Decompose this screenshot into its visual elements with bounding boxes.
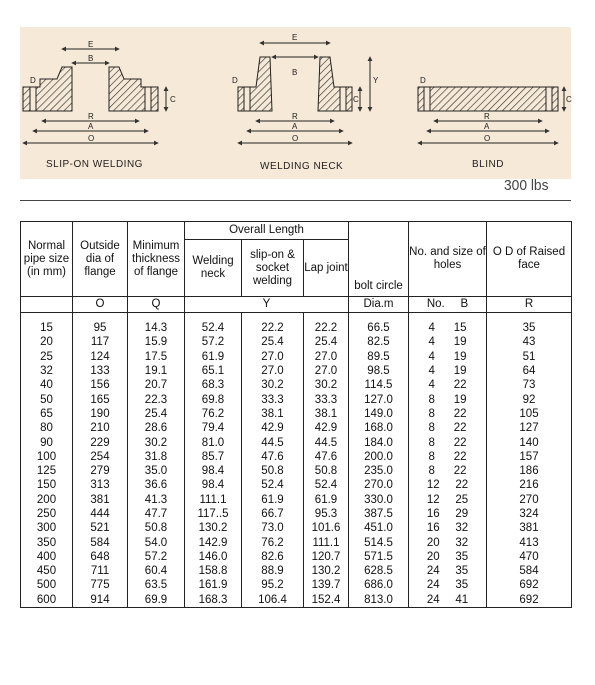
cell-welding-neck: 68.3 bbox=[185, 378, 242, 392]
cell-lap-joint: 95.3 bbox=[304, 507, 349, 521]
cell-thickness: 63.5 bbox=[128, 578, 185, 592]
cell-raised-face: 127 bbox=[487, 421, 572, 435]
cell-slip-on: 73.0 bbox=[242, 521, 304, 535]
cell-size: 200 bbox=[21, 493, 73, 507]
cell-outside-dia: 444 bbox=[73, 507, 128, 521]
symbol-q: Q bbox=[128, 297, 185, 313]
cell-hole-size: 22 bbox=[453, 407, 467, 420]
cell-welding-neck: 85.7 bbox=[185, 450, 242, 464]
cell-holes bbox=[409, 493, 487, 507]
cell-thickness: 30.2 bbox=[128, 435, 185, 449]
cell-hole-count: 24 bbox=[426, 565, 440, 578]
cell-holes bbox=[409, 350, 487, 364]
cell-hole-size: 22 bbox=[453, 436, 467, 449]
welding-neck-flange-drawing bbox=[238, 43, 370, 143]
cell-hole-count: 4 bbox=[428, 336, 435, 349]
cell-outside-dia: 279 bbox=[73, 464, 128, 478]
svg-text:R: R bbox=[484, 112, 490, 121]
cell-holes bbox=[409, 407, 487, 421]
cell-raised-face: 140 bbox=[487, 435, 572, 449]
cell-size: 400 bbox=[21, 550, 73, 564]
cell-bolt-circle: 184.0 bbox=[349, 435, 409, 449]
cell-welding-neck: 158.8 bbox=[185, 564, 242, 578]
cell-raised-face: 64 bbox=[487, 364, 572, 378]
svg-text:A: A bbox=[292, 122, 298, 131]
cell-welding-neck: 65.1 bbox=[185, 364, 242, 378]
table-row bbox=[21, 364, 572, 378]
cell-hole-count: 20 bbox=[426, 550, 440, 563]
table-row bbox=[21, 493, 572, 507]
cell-holes bbox=[409, 521, 487, 535]
cell-slip-on: 95.2 bbox=[242, 578, 304, 592]
cell-size: 90 bbox=[21, 435, 73, 449]
cell-lap-joint: 52.4 bbox=[304, 478, 349, 492]
cell-raised-face: 584 bbox=[487, 564, 572, 578]
cell-hole-size: 22 bbox=[453, 450, 467, 463]
cell-hole-size: 19 bbox=[453, 365, 467, 378]
table-row bbox=[21, 478, 572, 492]
cell-size: 300 bbox=[21, 521, 73, 535]
cell-raised-face: 73 bbox=[487, 378, 572, 392]
svg-text:C: C bbox=[566, 95, 572, 104]
cell-raised-face: 381 bbox=[487, 521, 572, 535]
cell-welding-neck: 161.9 bbox=[185, 578, 242, 592]
cell-thickness: 50.8 bbox=[128, 521, 185, 535]
cell-holes bbox=[409, 535, 487, 549]
svg-text:B: B bbox=[88, 54, 94, 63]
cell-hole-count: 4 bbox=[428, 365, 435, 378]
cell-lap-joint: 152.4 bbox=[304, 593, 349, 608]
cell-slip-on: 42.9 bbox=[242, 421, 304, 435]
cell-outside-dia: 521 bbox=[73, 521, 128, 535]
cell-outside-dia: 313 bbox=[73, 478, 128, 492]
cell-raised-face: 35 bbox=[487, 313, 572, 336]
svg-text:D: D bbox=[30, 76, 36, 85]
cell-outside-dia: 711 bbox=[73, 564, 128, 578]
cell-raised-face: 413 bbox=[487, 535, 572, 549]
welding-neck-caption: WELDING NECK bbox=[260, 161, 344, 172]
cell-slip-on: 44.5 bbox=[242, 435, 304, 449]
cell-slip-on: 106.4 bbox=[242, 593, 304, 608]
cell-outside-dia: 210 bbox=[73, 421, 128, 435]
cell-bolt-circle: 200.0 bbox=[349, 450, 409, 464]
cell-lap-joint: 44.5 bbox=[304, 435, 349, 449]
cell-hole-count: 24 bbox=[426, 579, 440, 592]
cell-thickness: 60.4 bbox=[128, 564, 185, 578]
svg-text:A: A bbox=[484, 122, 490, 131]
cell-size: 20 bbox=[21, 335, 73, 349]
cell-hole-size: 19 bbox=[453, 336, 467, 349]
cell-hole-count: 8 bbox=[428, 450, 435, 463]
cell-thickness: 25.4 bbox=[128, 407, 185, 421]
cell-slip-on: 61.9 bbox=[242, 493, 304, 507]
cell-welding-neck: 52.4 bbox=[185, 313, 242, 336]
cell-hole-count: 16 bbox=[426, 508, 440, 520]
table-row bbox=[21, 378, 572, 392]
header-bolt-circle: bolt circle bbox=[349, 222, 409, 297]
cell-thickness: 17.5 bbox=[128, 350, 185, 364]
header-raised-face: O D of Raised face bbox=[487, 222, 572, 297]
svg-text:C: C bbox=[353, 95, 359, 104]
cell-lap-joint: 33.3 bbox=[304, 392, 349, 406]
table-row bbox=[21, 313, 572, 336]
cell-size: 32 bbox=[21, 364, 73, 378]
cell-hole-count: 8 bbox=[428, 465, 435, 478]
cell-thickness: 20.7 bbox=[128, 378, 185, 392]
header-outside-dia: Outside dia of flange bbox=[73, 222, 128, 297]
slip-on-flange-drawing bbox=[23, 49, 166, 143]
cell-bolt-circle: 114.5 bbox=[349, 378, 409, 392]
flange-dimension-table bbox=[20, 221, 572, 608]
cell-bolt-circle: 127.0 bbox=[349, 392, 409, 406]
cell-raised-face: 43 bbox=[487, 335, 572, 349]
cell-outside-dia: 156 bbox=[73, 378, 128, 392]
cell-hole-size: 35 bbox=[455, 550, 469, 563]
cell-lap-joint: 130.2 bbox=[304, 564, 349, 578]
cell-lap-joint: 22.2 bbox=[304, 313, 349, 336]
cell-welding-neck: 81.0 bbox=[185, 435, 242, 449]
cell-lap-joint: 101.6 bbox=[304, 521, 349, 535]
cell-lap-joint: 61.9 bbox=[304, 493, 349, 507]
cell-slip-on: 38.1 bbox=[242, 407, 304, 421]
svg-text:D: D bbox=[420, 76, 426, 85]
cell-outside-dia: 133 bbox=[73, 364, 128, 378]
cell-hole-count: 24 bbox=[426, 593, 440, 606]
cell-hole-size: 15 bbox=[453, 322, 467, 335]
cell-slip-on: 22.2 bbox=[242, 313, 304, 336]
svg-text:Y: Y bbox=[373, 76, 379, 85]
table-row bbox=[21, 392, 572, 406]
cell-holes bbox=[409, 507, 487, 521]
cell-outside-dia: 381 bbox=[73, 493, 128, 507]
cell-size: 15 bbox=[21, 313, 73, 336]
cell-hole-size: 32 bbox=[455, 536, 469, 549]
cell-size: 25 bbox=[21, 350, 73, 364]
slip-on-caption: SLIP-ON WELDING bbox=[46, 159, 143, 170]
cell-thickness: 22.3 bbox=[128, 392, 185, 406]
cell-outside-dia: 648 bbox=[73, 550, 128, 564]
cell-thickness: 69.9 bbox=[128, 593, 185, 608]
cell-welding-neck: 69.8 bbox=[185, 392, 242, 406]
cell-size: 65 bbox=[21, 407, 73, 421]
cell-bolt-circle: 514.5 bbox=[349, 535, 409, 549]
cell-welding-neck: 98.4 bbox=[185, 478, 242, 492]
svg-text:D: D bbox=[232, 76, 238, 85]
cell-bolt-circle: 89.5 bbox=[349, 350, 409, 364]
table-row bbox=[21, 535, 572, 549]
cell-outside-dia: 775 bbox=[73, 578, 128, 592]
cell-holes bbox=[409, 435, 487, 449]
table-row bbox=[21, 435, 572, 449]
cell-raised-face: 692 bbox=[487, 578, 572, 592]
header-holes: No. and size of holes bbox=[409, 222, 487, 297]
table-row bbox=[21, 421, 572, 435]
cell-lap-joint: 25.4 bbox=[304, 335, 349, 349]
symbol-dia: Dia.m bbox=[349, 297, 409, 313]
cell-slip-on: 88.9 bbox=[242, 564, 304, 578]
table-body bbox=[21, 313, 572, 608]
header-min-thickness: Minimum thickness of flange bbox=[128, 222, 185, 297]
cell-outside-dia: 95 bbox=[73, 313, 128, 336]
cell-thickness: 14.3 bbox=[128, 313, 185, 336]
cell-bolt-circle: 330.0 bbox=[349, 493, 409, 507]
cell-thickness: 41.3 bbox=[128, 493, 185, 507]
svg-text:C: C bbox=[170, 95, 176, 104]
cell-holes bbox=[409, 550, 487, 564]
cell-raised-face: 692 bbox=[487, 593, 572, 608]
svg-text:E: E bbox=[88, 40, 94, 49]
header-overall-length: Overall Length bbox=[185, 222, 349, 240]
cell-welding-neck: 76.2 bbox=[185, 407, 242, 421]
cell-thickness: 36.6 bbox=[128, 478, 185, 492]
table-row bbox=[21, 335, 572, 349]
cell-slip-on: 27.0 bbox=[242, 350, 304, 364]
cell-hole-count: 4 bbox=[428, 322, 435, 335]
cell-lap-joint: 42.9 bbox=[304, 421, 349, 435]
cell-size: 125 bbox=[21, 464, 73, 478]
cell-slip-on: 27.0 bbox=[242, 364, 304, 378]
cell-lap-joint: 120.7 bbox=[304, 550, 349, 564]
header-welding-neck: Welding neck bbox=[185, 240, 242, 297]
cell-welding-neck: 168.3 bbox=[185, 593, 242, 608]
cell-slip-on: 47.6 bbox=[242, 450, 304, 464]
table-row bbox=[21, 521, 572, 535]
cell-holes bbox=[409, 464, 487, 478]
cell-bolt-circle: 270.0 bbox=[349, 478, 409, 492]
cell-size: 350 bbox=[21, 535, 73, 549]
cell-hole-size: 25 bbox=[455, 493, 469, 506]
cell-size: 40 bbox=[21, 378, 73, 392]
cell-bolt-circle: 628.5 bbox=[349, 564, 409, 578]
cell-size: 450 bbox=[21, 564, 73, 578]
svg-text:B: B bbox=[292, 68, 298, 77]
symbol-no-b bbox=[409, 297, 487, 313]
cell-slip-on: 52.4 bbox=[242, 478, 304, 492]
symbol-b: B bbox=[460, 298, 469, 310]
svg-text:R: R bbox=[292, 112, 298, 121]
cell-bolt-circle: 387.5 bbox=[349, 507, 409, 521]
cell-holes bbox=[409, 378, 487, 392]
cell-bolt-circle: 66.5 bbox=[349, 313, 409, 336]
cell-lap-joint: 50.8 bbox=[304, 464, 349, 478]
cell-hole-count: 20 bbox=[426, 536, 440, 549]
cell-holes bbox=[409, 313, 487, 336]
cell-hole-count: 12 bbox=[426, 493, 440, 506]
symbol-y: Y bbox=[185, 297, 349, 313]
cell-size: 50 bbox=[21, 392, 73, 406]
section-divider bbox=[20, 200, 571, 201]
cell-outside-dia: 117 bbox=[73, 335, 128, 349]
cell-slip-on: 50.8 bbox=[242, 464, 304, 478]
symbol-blank bbox=[21, 297, 73, 313]
cell-hole-size: 22 bbox=[455, 479, 469, 492]
table-row bbox=[21, 407, 572, 421]
cell-slip-on: 33.3 bbox=[242, 392, 304, 406]
cell-slip-on: 66.7 bbox=[242, 507, 304, 521]
cell-thickness: 47.7 bbox=[128, 507, 185, 521]
cell-thickness: 54.0 bbox=[128, 535, 185, 549]
cell-outside-dia: 914 bbox=[73, 593, 128, 608]
cell-holes bbox=[409, 335, 487, 349]
cell-size: 80 bbox=[21, 421, 73, 435]
cell-welding-neck: 117..5 bbox=[185, 507, 242, 521]
table-row bbox=[21, 593, 572, 608]
cell-holes bbox=[409, 478, 487, 492]
cell-holes bbox=[409, 450, 487, 464]
cell-bolt-circle: 98.5 bbox=[349, 364, 409, 378]
cell-hole-count: 8 bbox=[428, 393, 435, 406]
cell-raised-face: 216 bbox=[487, 478, 572, 492]
cell-size: 150 bbox=[21, 478, 73, 492]
header-slip-on: slip-on & socket welding bbox=[242, 240, 304, 297]
cell-thickness: 57.2 bbox=[128, 550, 185, 564]
cell-thickness: 28.6 bbox=[128, 421, 185, 435]
cell-size: 600 bbox=[21, 593, 73, 608]
cell-raised-face: 470 bbox=[487, 550, 572, 564]
table-row bbox=[21, 550, 572, 564]
cell-hole-count: 12 bbox=[426, 479, 440, 492]
cell-raised-face: 92 bbox=[487, 392, 572, 406]
cell-holes bbox=[409, 421, 487, 435]
svg-text:R: R bbox=[88, 112, 94, 121]
cell-outside-dia: 254 bbox=[73, 450, 128, 464]
table-row bbox=[21, 450, 572, 464]
symbol-o: O bbox=[73, 297, 128, 313]
cell-slip-on: 25.4 bbox=[242, 335, 304, 349]
svg-text:O: O bbox=[484, 134, 491, 143]
cell-thickness: 19.1 bbox=[128, 364, 185, 378]
svg-text:E: E bbox=[292, 33, 298, 42]
cell-bolt-circle: 149.0 bbox=[349, 407, 409, 421]
cell-size: 100 bbox=[21, 450, 73, 464]
cell-hole-size: 22 bbox=[453, 379, 467, 392]
cell-holes bbox=[409, 564, 487, 578]
cell-lap-joint: 27.0 bbox=[304, 350, 349, 364]
cell-thickness: 15.9 bbox=[128, 335, 185, 349]
cell-hole-count: 4 bbox=[428, 379, 435, 392]
cell-lap-joint: 27.0 bbox=[304, 364, 349, 378]
cell-raised-face: 186 bbox=[487, 464, 572, 478]
cell-thickness: 31.8 bbox=[128, 450, 185, 464]
pressure-class-label: 300 lbs bbox=[504, 177, 549, 194]
cell-hole-size: 35 bbox=[455, 579, 469, 592]
table-row bbox=[21, 464, 572, 478]
table-row bbox=[21, 350, 572, 364]
cell-hole-size: 29 bbox=[455, 508, 469, 520]
cell-hole-size: 32 bbox=[455, 522, 469, 535]
cell-outside-dia: 165 bbox=[73, 392, 128, 406]
cell-welding-neck: 61.9 bbox=[185, 350, 242, 364]
cell-hole-size: 19 bbox=[453, 393, 467, 406]
cell-outside-dia: 229 bbox=[73, 435, 128, 449]
cell-lap-joint: 30.2 bbox=[304, 378, 349, 392]
cell-size: 250 bbox=[21, 507, 73, 521]
blind-caption: BLIND bbox=[472, 159, 504, 170]
cell-holes bbox=[409, 364, 487, 378]
table-row bbox=[21, 578, 572, 592]
svg-text:O: O bbox=[292, 134, 299, 143]
flange-diagrams bbox=[20, 27, 571, 179]
cell-welding-neck: 111.1 bbox=[185, 493, 242, 507]
cell-outside-dia: 584 bbox=[73, 535, 128, 549]
cell-hole-count: 16 bbox=[426, 522, 440, 535]
cell-size: 500 bbox=[21, 578, 73, 592]
cell-raised-face: 324 bbox=[487, 507, 572, 521]
cell-slip-on: 82.6 bbox=[242, 550, 304, 564]
cell-holes bbox=[409, 578, 487, 592]
cell-holes bbox=[409, 392, 487, 406]
cell-lap-joint: 38.1 bbox=[304, 407, 349, 421]
cell-welding-neck: 142.9 bbox=[185, 535, 242, 549]
cell-bolt-circle: 451.0 bbox=[349, 521, 409, 535]
cell-welding-neck: 146.0 bbox=[185, 550, 242, 564]
cell-hole-count: 8 bbox=[428, 407, 435, 420]
cell-raised-face: 105 bbox=[487, 407, 572, 421]
cell-hole-size: 41 bbox=[455, 593, 469, 606]
table-row bbox=[21, 507, 572, 521]
cell-bolt-circle: 168.0 bbox=[349, 421, 409, 435]
cell-bolt-circle: 686.0 bbox=[349, 578, 409, 592]
cell-hole-size: 35 bbox=[455, 565, 469, 578]
cell-hole-count: 4 bbox=[428, 350, 435, 363]
blind-flange-drawing bbox=[418, 87, 564, 143]
cell-lap-joint: 111.1 bbox=[304, 535, 349, 549]
cell-slip-on: 30.2 bbox=[242, 378, 304, 392]
table-row bbox=[21, 564, 572, 578]
svg-text:A: A bbox=[88, 122, 94, 131]
cell-welding-neck: 98.4 bbox=[185, 464, 242, 478]
cell-bolt-circle: 571.5 bbox=[349, 550, 409, 564]
cell-hole-count: 8 bbox=[428, 436, 435, 449]
header-lap-joint: Lap joint bbox=[304, 240, 349, 297]
cell-welding-neck: 130.2 bbox=[185, 521, 242, 535]
cell-bolt-circle: 235.0 bbox=[349, 464, 409, 478]
svg-text:O: O bbox=[88, 134, 95, 143]
symbol-r: R bbox=[487, 297, 572, 313]
cell-hole-count: 8 bbox=[428, 422, 435, 435]
cell-hole-size: 22 bbox=[453, 465, 467, 478]
header-normal-size: Normal pipe size (in mm) bbox=[21, 222, 73, 297]
cell-holes bbox=[409, 593, 487, 608]
flange-drawings bbox=[20, 27, 571, 179]
cell-hole-size: 19 bbox=[453, 350, 467, 363]
cell-lap-joint: 139.7 bbox=[304, 578, 349, 592]
symbol-no: No. bbox=[426, 298, 445, 310]
cell-raised-face: 270 bbox=[487, 493, 572, 507]
cell-raised-face: 51 bbox=[487, 350, 572, 364]
cell-outside-dia: 124 bbox=[73, 350, 128, 364]
cell-thickness: 35.0 bbox=[128, 464, 185, 478]
cell-slip-on: 76.2 bbox=[242, 535, 304, 549]
cell-raised-face: 157 bbox=[487, 450, 572, 464]
cell-lap-joint: 47.6 bbox=[304, 450, 349, 464]
cell-outside-dia: 190 bbox=[73, 407, 128, 421]
cell-bolt-circle: 82.5 bbox=[349, 335, 409, 349]
cell-hole-size: 22 bbox=[453, 422, 467, 435]
cell-welding-neck: 57.2 bbox=[185, 335, 242, 349]
cell-bolt-circle: 813.0 bbox=[349, 593, 409, 608]
cell-welding-neck: 79.4 bbox=[185, 421, 242, 435]
